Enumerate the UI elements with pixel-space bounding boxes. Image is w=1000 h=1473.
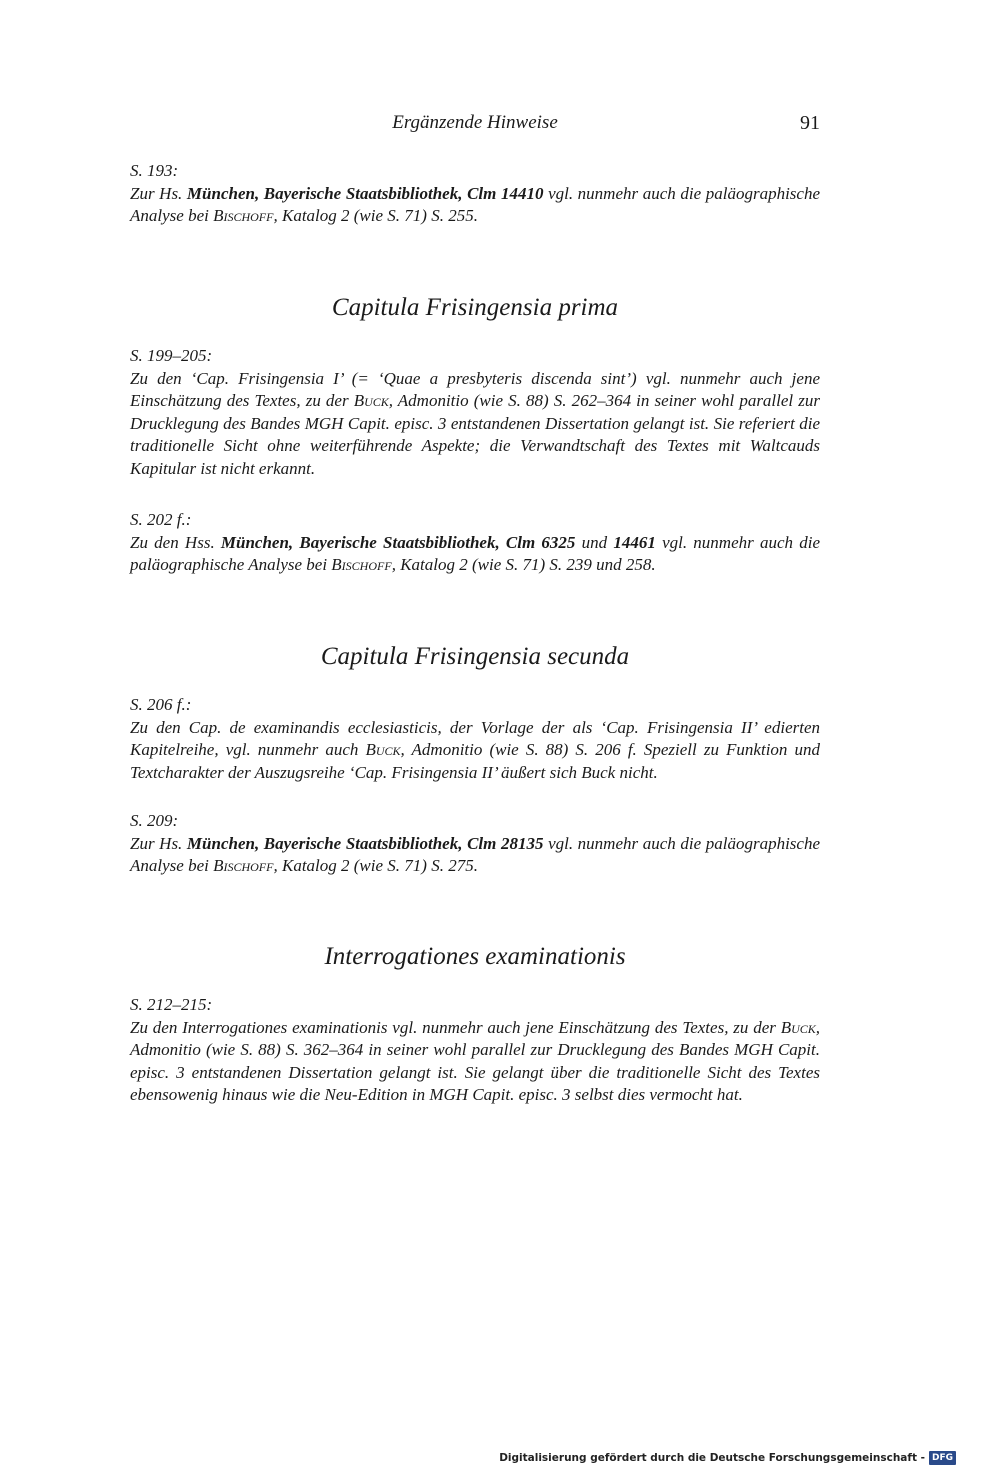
running-title: Ergänzende Hinweise xyxy=(392,112,558,133)
author-name: Buck xyxy=(780,1017,816,1037)
digitization-credit xyxy=(499,1451,956,1465)
section-heading-prima: Capitula Frisingensia prima xyxy=(331,294,619,321)
author-name: Bischoff xyxy=(213,206,274,225)
text-run: , Katalog 2 (wie S. 71) S. 239 und 258. xyxy=(391,555,656,574)
note-text xyxy=(130,532,820,577)
text-run: Zu den Hss. xyxy=(130,532,221,552)
page-reference: S. 199–205: xyxy=(130,346,213,365)
section-heading-secunda: Capitula Frisingensia secunda xyxy=(320,643,630,670)
note-text xyxy=(130,717,820,785)
text-run: und xyxy=(575,532,614,552)
author-name: Buck xyxy=(365,740,401,759)
note-entry-209 xyxy=(130,810,820,878)
note-text xyxy=(130,183,820,228)
note-entry-206 xyxy=(130,694,820,784)
credit-text: Digitalisierung gefördert durch die Deutsche Forschungsgemeinschaft - xyxy=(499,1452,925,1464)
page-reference: S. 202 f.: xyxy=(130,510,192,529)
text-run: Zur Hs. xyxy=(130,833,187,853)
page-reference: S. 193: xyxy=(130,161,179,180)
dfg-logo: DFG xyxy=(929,1451,956,1465)
book-page xyxy=(130,0,820,1473)
author-name: Bischoff xyxy=(213,856,274,875)
text-run: , Katalog 2 (wie S. 71) S. 255. xyxy=(273,206,478,225)
text-run: Zu den ‘Cap. Frisingensia I’ (= ‘Quae a presbyteris discenda sint’) vgl. nunmehr auch jene Einschätzung des Textes, zu der xyxy=(130,368,820,410)
note-entry-202 xyxy=(130,509,820,577)
note-text xyxy=(130,368,820,481)
text-run: Zu den Cap. de examinandis ecclesiasticis, der Vorlage der als ‘Cap. Frisingensia II’ edierten Kapitelreihe, vgl. nunmehr auch xyxy=(130,717,820,759)
text-run: , Admonitio (wie S. 88) S. 362–364 in seiner wohl parallel zur Drucklegung des Bandes MGH Capit. episc. 3 entstandenen Dissertation gelangt ist. Sie gelangt über die traditionelle Sicht des Textes ebensowenig hinaus wie die Neu-Edition in MGH Capit. episc. 3 selbst dies vermocht hat. xyxy=(130,1017,820,1104)
page-number: 91 xyxy=(800,112,820,134)
text-run: , Admonitio (wie S. 88) S. 262–364 in seiner wohl parallel zur Drucklegung des Bandes MGH Capit. episc. 3 entstandenen Dissertation gelangt ist. Sie referiert die traditionelle Sicht ohne weiterführende Aspekte; die Verwandtschaft des Textes mit Waltcauds Kapitular ist nicht erkannt. xyxy=(130,391,820,478)
note-entry-199 xyxy=(130,345,820,480)
manuscript-shelfmark: München, Bayerische Staatsbibliothek, Clm 14410 xyxy=(186,183,544,203)
manuscript-shelfmark: München, Bayerische Staatsbibliothek, Clm 6325 xyxy=(220,532,576,552)
text-run: Zu den Interrogationes examinationis vgl. nunmehr auch jene Einschätzung des Textes, zu der xyxy=(130,1017,781,1037)
text-run: , Admonitio (wie S. 88) S. 206 f. Speziell zu Funktion und Textcharakter der Auszugsreihe ‘Cap. Frisingensia II’ äußert sich Buck nicht. xyxy=(130,740,820,782)
note-entry-193 xyxy=(130,160,820,228)
text-run: Zur Hs. xyxy=(130,183,187,203)
manuscript-shelfmark: 14461 xyxy=(613,532,656,552)
text-run: vgl. nunmehr auch die paläographische Analyse bei xyxy=(130,183,820,225)
author-name: Bischoff xyxy=(331,555,392,574)
text-run: , Katalog 2 (wie S. 71) S. 275. xyxy=(273,856,478,875)
note-text xyxy=(130,1017,820,1107)
page-reference: S. 209: xyxy=(130,811,179,830)
running-head xyxy=(130,112,820,142)
section-heading-interrogationes: Interrogationes examinationis xyxy=(324,943,626,970)
note-text xyxy=(130,833,820,878)
note-entry-212 xyxy=(130,994,820,1107)
author-name: Buck xyxy=(353,391,389,410)
manuscript-shelfmark: München, Bayerische Staatsbibliothek, Clm 28135 xyxy=(186,833,544,853)
text-run: vgl. nunmehr auch die paläographische Analyse bei xyxy=(130,532,820,574)
text-run: vgl. nunmehr auch die paläographische Analyse bei xyxy=(130,833,820,875)
page-reference: S. 206 f.: xyxy=(130,695,192,714)
page-reference: S. 212–215: xyxy=(130,995,213,1014)
